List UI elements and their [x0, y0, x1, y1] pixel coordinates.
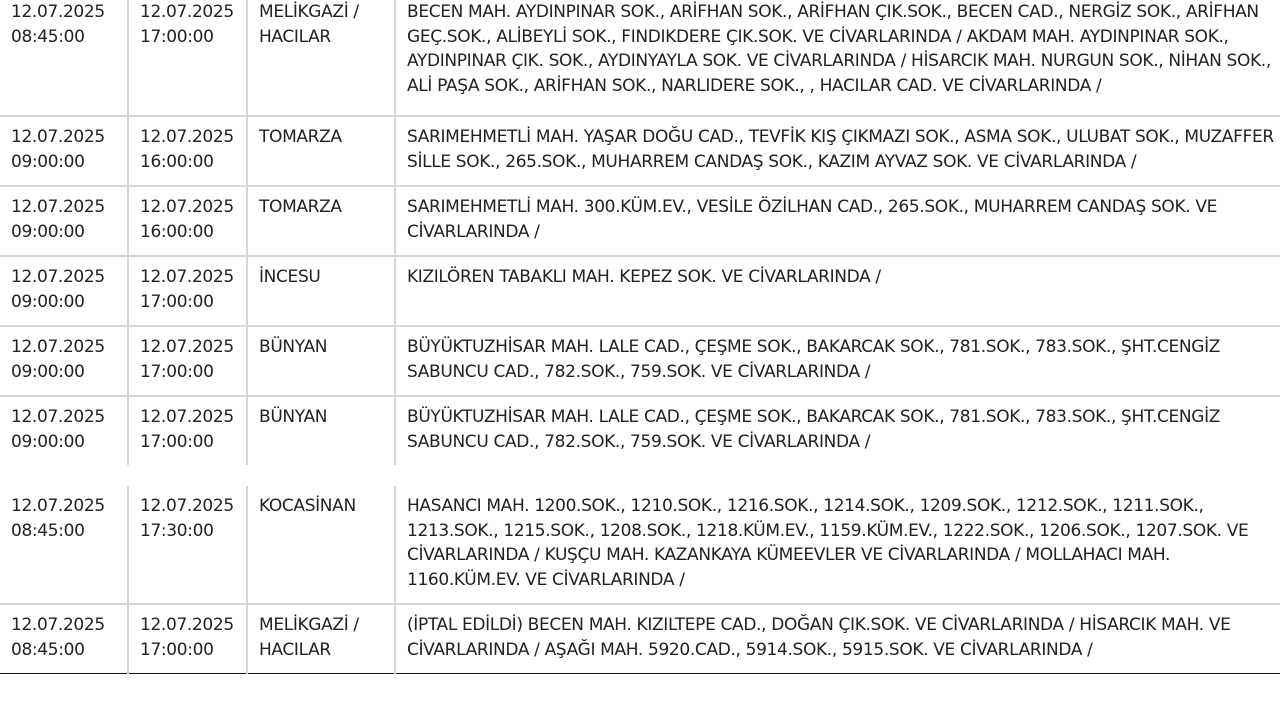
- locations-cell: SARIMEHMETLİ MAH. 300.KÜM.EV., VESİLE ÖZİLHAN CAD., 265.SOK., MUHARREM CANDAŞ SOK. VE CİVARLARINDA /: [395, 186, 1280, 256]
- table-row: [0, 326, 1280, 396]
- locations-cell: BÜYÜKTUZHİSAR MAH. LALE CAD., ÇEŞME SOK., BAKARCAK SOK., 781.SOK., 783.SOK., ŞHT.CENGİZ SABUNCU CAD., 782.SOK., 759.SOK. VE CİVARLARINDA /: [395, 396, 1280, 466]
- district-cell: MELİKGAZİ / HACILAR: [247, 0, 395, 116]
- district-cell: MELİKGAZİ / HACILAR: [247, 604, 395, 673]
- start-datetime-cell: 12.07.2025 08:45:00: [11, 496, 105, 541]
- table-row: [0, 0, 1280, 116]
- start-datetime-cell: 12.07.2025 09:00:00: [11, 407, 105, 452]
- locations-cell: SARIMEHMETLİ MAH. YAŞAR DOĞU CAD., TEVFİK KIŞ ÇIKMAZI SOK., ASMA SOK., ULUBAT SOK., MUZAFFER SİLLE SOK., 265.SOK., MUHARREM CANDAŞ SOK., KAZIM AYVAZ SOK. VE CİVARLARINDA /: [395, 116, 1280, 186]
- start-datetime-cell: 12.07.2025 08:45:00: [11, 2, 105, 47]
- table-row: [0, 116, 1280, 186]
- district-cell: İNCESU: [247, 256, 395, 326]
- start-datetime-cell: 12.07.2025 09:00:00: [11, 197, 105, 242]
- locations-cell: (İPTAL EDİLDİ) BECEN MAH. KIZILTEPE CAD., DOĞAN ÇIK.SOK. VE CİVARLARINDA / HİSARCIK MAH. VE CİVARLARINDA / AŞAĞI MAH. 5920.CAD., 5914.SOK., 5915.SOK. VE CİVARLARINDA /: [395, 604, 1280, 673]
- end-datetime-cell: 12.07.2025 17:00:00: [128, 604, 247, 673]
- start-datetime-cell: 12.07.2025 09:00:00: [11, 267, 105, 312]
- start-datetime-cell: 12.07.2025 09:00:00: [11, 337, 105, 382]
- table-row: [0, 256, 1280, 326]
- end-datetime-cell: 12.07.2025 17:30:00: [128, 486, 247, 604]
- outage-table-lower: [0, 486, 1280, 674]
- table-row: [0, 486, 1280, 604]
- end-datetime-cell: 12.07.2025 16:00:00: [128, 186, 247, 256]
- end-datetime-cell: 12.07.2025 17:00:00: [128, 326, 247, 396]
- table-row: [0, 604, 1280, 673]
- locations-cell: BECEN MAH. AYDINPINAR SOK., ARİFHAN SOK., ARİFHAN ÇIK.SOK., BECEN CAD., NERGİZ SOK., ARİFHAN GEÇ.SOK., ALİBEYLİ SOK., FINDIKDERE ÇIK.SOK. VE CİVARLARINDA / AKDAM MAH. AYDINPINAR SOK., AYDINPINAR ÇIK. SOK., AYDINYAYLA SOK. VE CİVARLARINDA / HİSARCIK MAH. NURGUN SOK., NİHAN SOK., ALİ PAŞA SOK., ARİFHAN SOK., NARLIDERE SOK., , HACILAR CAD. VE CİVARLARINDA /: [395, 0, 1280, 116]
- table-row: [0, 396, 1280, 466]
- locations-cell: BÜYÜKTUZHİSAR MAH. LALE CAD., ÇEŞME SOK., BAKARCAK SOK., 781.SOK., 783.SOK., ŞHT.CENGİZ SABUNCU CAD., 782.SOK., 759.SOK. VE CİVARLARINDA /: [395, 326, 1280, 396]
- district-cell: KOCASİNAN: [247, 486, 395, 604]
- table-row: [0, 186, 1280, 256]
- locations-cell: HASANCI MAH. 1200.SOK., 1210.SOK., 1216.SOK., 1214.SOK., 1209.SOK., 1212.SOK., 1211.SOK., 1213.SOK., 1215.SOK., 1208.SOK., 1218.KÜM.EV., 1159.KÜM.EV., 1222.SOK., 1206.SOK., 1207.SOK. VE CİVARLARINDA / KUŞÇU MAH. KAZANKAYA KÜMEEVLER VE CİVARLARINDA / MOLLAHACI MAH. 1160.KÜM.EV. VE CİVARLARINDA /: [395, 486, 1280, 604]
- table-gap: [0, 465, 1280, 486]
- end-datetime-cell: 12.07.2025 17:00:00: [128, 0, 247, 116]
- end-datetime-cell: 12.07.2025 16:00:00: [128, 116, 247, 186]
- end-datetime-cell: 12.07.2025 17:00:00: [128, 396, 247, 466]
- district-cell: BÜNYAN: [247, 396, 395, 466]
- start-datetime-cell: 12.07.2025 09:00:00: [11, 127, 105, 172]
- start-datetime-cell: 12.07.2025 08:45:00: [11, 615, 105, 660]
- district-cell: TOMARZA: [247, 186, 395, 256]
- locations-cell: KIZILÖREN TABAKLI MAH. KEPEZ SOK. VE CİVARLARINDA /: [395, 256, 1280, 326]
- end-datetime-cell: 12.07.2025 17:00:00: [128, 256, 247, 326]
- district-cell: TOMARZA: [247, 116, 395, 186]
- district-cell: BÜNYAN: [247, 326, 395, 396]
